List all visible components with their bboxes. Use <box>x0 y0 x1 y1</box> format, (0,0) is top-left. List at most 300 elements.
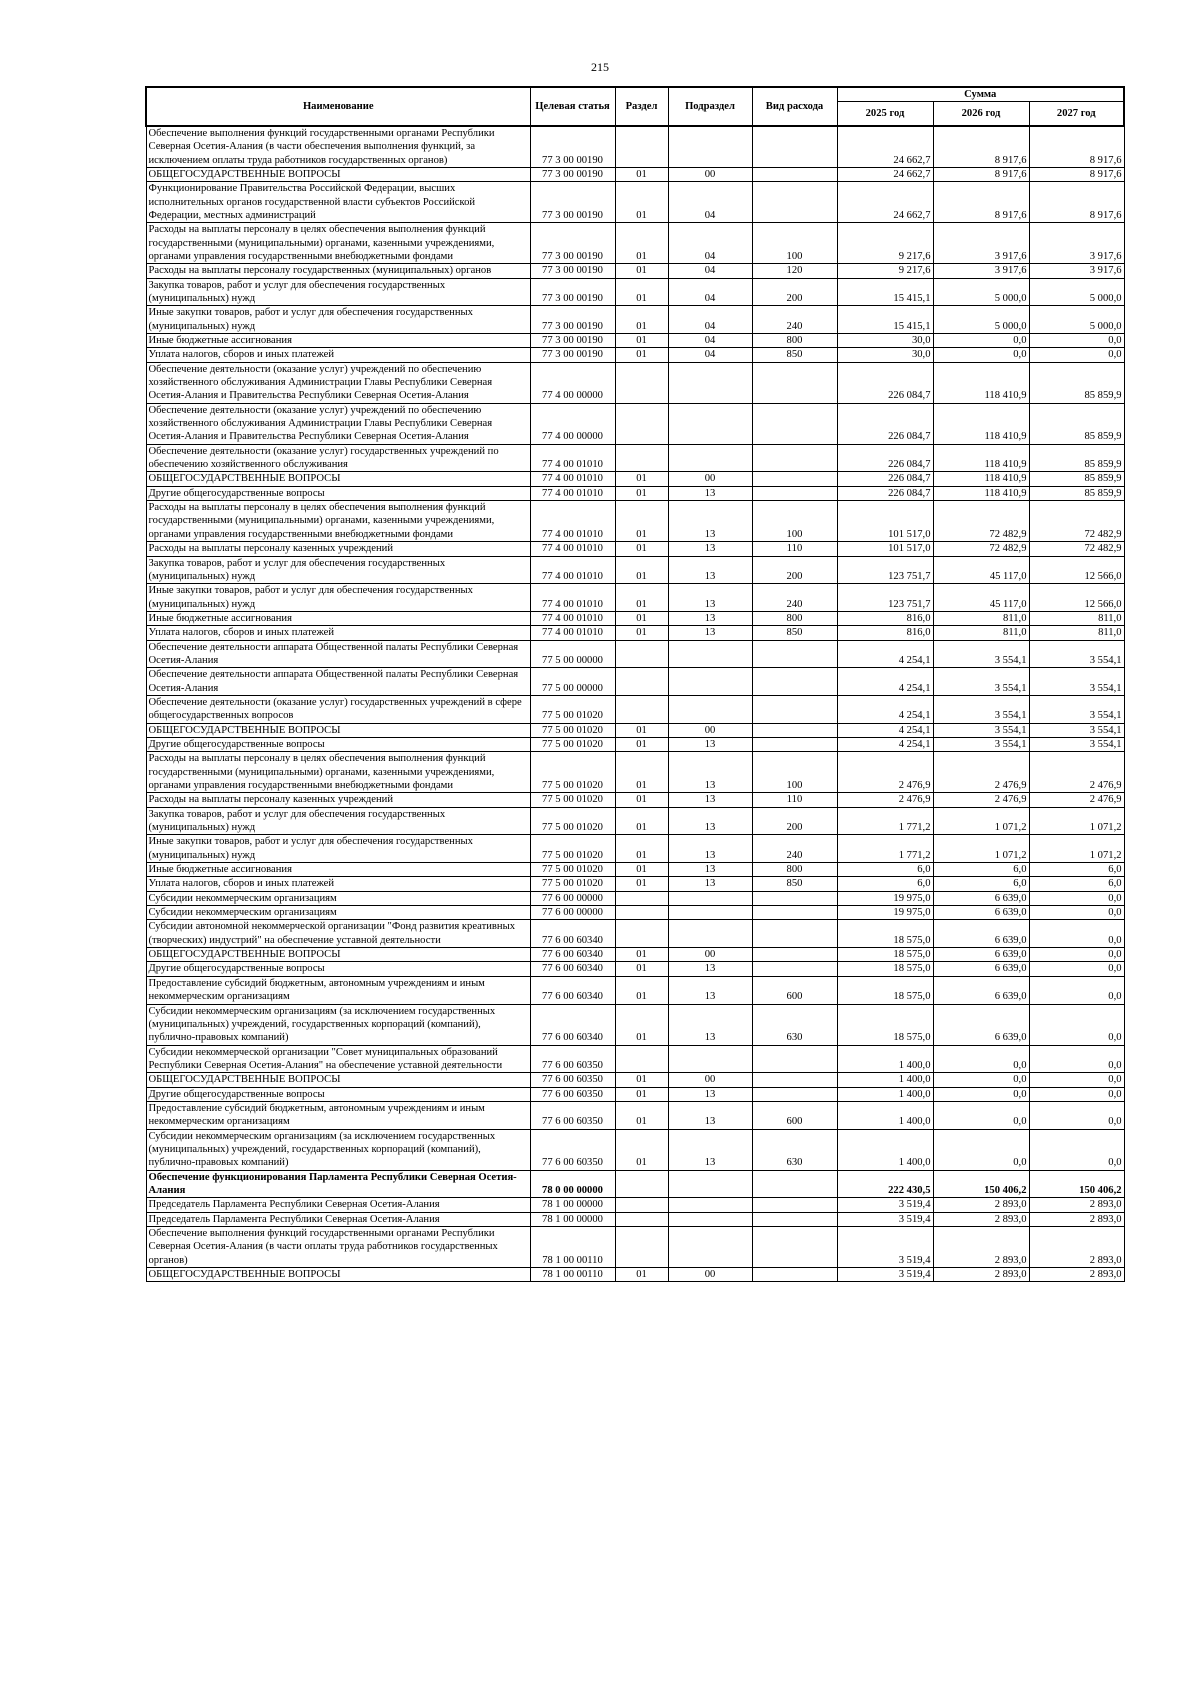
row-expense-type <box>752 891 837 905</box>
row-section: 01 <box>615 1129 668 1170</box>
row-section <box>615 668 668 696</box>
row-section <box>615 126 668 168</box>
row-section: 01 <box>615 182 668 223</box>
row-sum-2025: 30,0 <box>837 334 933 348</box>
row-sum-2026: 1 071,2 <box>933 835 1029 863</box>
row-sum-2027: 2 893,0 <box>1029 1198 1124 1212</box>
row-subsection: 13 <box>668 501 752 542</box>
row-expense-type <box>752 695 837 723</box>
row-sum-2027: 6,0 <box>1029 863 1124 877</box>
row-target-code: 77 4 00 01010 <box>530 486 615 500</box>
row-expense-type: 110 <box>752 793 837 807</box>
row-target-code: 77 5 00 01020 <box>530 752 615 793</box>
row-expense-type <box>752 1073 837 1087</box>
row-subsection: 13 <box>668 542 752 556</box>
table-row <box>146 948 1124 962</box>
row-subsection: 00 <box>668 472 752 486</box>
row-sum-2027: 0,0 <box>1029 1087 1124 1101</box>
row-name: Предоставление субсидий бюджетным, автономным учреждениям и иным некоммерческим организациям <box>146 976 530 1004</box>
row-subsection: 13 <box>668 486 752 500</box>
row-section: 01 <box>615 1004 668 1045</box>
row-sum-2026: 0,0 <box>933 334 1029 348</box>
row-name: Обеспечение деятельности аппарата Общественной палаты Республики Северная Осетия-Алания <box>146 668 530 696</box>
row-sum-2027: 72 482,9 <box>1029 501 1124 542</box>
row-section: 01 <box>615 793 668 807</box>
row-sum-2026: 811,0 <box>933 626 1029 640</box>
table-row <box>146 223 1124 264</box>
row-sum-2026: 5 000,0 <box>933 306 1029 334</box>
row-sum-2027: 8 917,6 <box>1029 126 1124 168</box>
row-target-code: 77 3 00 00190 <box>530 167 615 181</box>
row-sum-2026: 118 410,9 <box>933 486 1029 500</box>
row-sum-2026: 6,0 <box>933 877 1029 891</box>
row-expense-type: 100 <box>752 223 837 264</box>
row-sum-2026: 150 406,2 <box>933 1170 1029 1198</box>
row-expense-type: 800 <box>752 611 837 625</box>
row-sum-2027: 3 554,1 <box>1029 668 1124 696</box>
table-row <box>146 1101 1124 1129</box>
row-sum-2027: 12 566,0 <box>1029 556 1124 584</box>
row-sum-2026: 6 639,0 <box>933 920 1029 948</box>
table-row <box>146 737 1124 751</box>
row-sum-2026: 2 476,9 <box>933 793 1029 807</box>
row-target-code: 77 5 00 00000 <box>530 640 615 668</box>
row-sum-2026: 5 000,0 <box>933 278 1029 306</box>
row-name: Иные закупки товаров, работ и услуг для обеспечения государственных (муниципальных) нужд <box>146 835 530 863</box>
row-expense-type: 110 <box>752 542 837 556</box>
row-target-code: 77 6 00 60340 <box>530 976 615 1004</box>
row-name: Другие общегосударственные вопросы <box>146 737 530 751</box>
row-sum-2027: 811,0 <box>1029 626 1124 640</box>
row-sum-2026: 3 554,1 <box>933 640 1029 668</box>
row-section: 01 <box>615 472 668 486</box>
row-target-code: 77 3 00 00190 <box>530 264 615 278</box>
row-sum-2027: 8 917,6 <box>1029 182 1124 223</box>
row-target-code: 77 5 00 01020 <box>530 863 615 877</box>
row-expense-type: 200 <box>752 556 837 584</box>
row-expense-type: 240 <box>752 835 837 863</box>
row-expense-type <box>752 1087 837 1101</box>
row-sum-2026: 8 917,6 <box>933 182 1029 223</box>
row-expense-type: 800 <box>752 863 837 877</box>
row-sum-2026: 72 482,9 <box>933 501 1029 542</box>
row-subsection: 13 <box>668 976 752 1004</box>
row-target-code: 77 6 00 00000 <box>530 906 615 920</box>
row-sum-2025: 6,0 <box>837 863 933 877</box>
row-subsection <box>668 920 752 948</box>
row-target-code: 77 6 00 60350 <box>530 1073 615 1087</box>
table-row <box>146 752 1124 793</box>
row-name: Субсидии автономной некоммерческой организации "Фонд развития креативных (творческих) индустрий" на обеспечение уставной деятельности <box>146 920 530 948</box>
row-target-code: 77 4 00 01010 <box>530 542 615 556</box>
table-row <box>146 1227 1124 1268</box>
row-name: Обеспечение деятельности (оказание услуг) учреждений по обеспечению хозяйственного обслуживания Администрации Главы Республики Северная Осетия-Алания и Правительства Республики Северная Осетия-Алания <box>146 403 530 444</box>
row-section: 01 <box>615 306 668 334</box>
row-subsection: 13 <box>668 626 752 640</box>
row-sum-2027: 12 566,0 <box>1029 584 1124 612</box>
page-number: 215 <box>591 60 609 74</box>
row-subsection: 13 <box>668 1004 752 1045</box>
row-target-code: 77 3 00 00190 <box>530 182 615 223</box>
row-expense-type <box>752 640 837 668</box>
row-name: ОБЩЕГОСУДАРСТВЕННЫЕ ВОПРОСЫ <box>146 1268 530 1282</box>
row-section <box>615 1045 668 1073</box>
row-name: ОБЩЕГОСУДАРСТВЕННЫЕ ВОПРОСЫ <box>146 167 530 181</box>
row-sum-2025: 15 415,1 <box>837 278 933 306</box>
row-target-code: 77 6 00 60350 <box>530 1045 615 1073</box>
row-subsection <box>668 906 752 920</box>
row-subsection <box>668 695 752 723</box>
row-name: ОБЩЕГОСУДАРСТВЕННЫЕ ВОПРОСЫ <box>146 1073 530 1087</box>
row-sum-2027: 3 554,1 <box>1029 640 1124 668</box>
row-sum-2025: 24 662,7 <box>837 167 933 181</box>
table-row <box>146 182 1124 223</box>
row-subsection: 13 <box>668 962 752 976</box>
row-target-code: 77 4 00 01010 <box>530 626 615 640</box>
row-sum-2027: 72 482,9 <box>1029 542 1124 556</box>
table-row <box>146 1004 1124 1045</box>
table-row <box>146 626 1124 640</box>
row-sum-2027: 3 554,1 <box>1029 737 1124 751</box>
row-name: Расходы на выплаты персоналу в целях обеспечения выполнения функций государственными (муниципальными) органами, казенными учреждениями, органами управления государственными внебюджетными фондами <box>146 752 530 793</box>
table-row <box>146 807 1124 835</box>
row-target-code: 78 1 00 00110 <box>530 1268 615 1282</box>
row-subsection <box>668 1198 752 1212</box>
row-subsection: 00 <box>668 1268 752 1282</box>
table-row <box>146 1087 1124 1101</box>
row-subsection: 13 <box>668 807 752 835</box>
row-sum-2027: 0,0 <box>1029 334 1124 348</box>
header-2026: 2026 год <box>933 102 1029 126</box>
table-row <box>146 695 1124 723</box>
row-sum-2026: 0,0 <box>933 1101 1029 1129</box>
row-subsection: 00 <box>668 723 752 737</box>
row-sum-2025: 24 662,7 <box>837 182 933 223</box>
row-sum-2025: 101 517,0 <box>837 501 933 542</box>
row-sum-2027: 0,0 <box>1029 976 1124 1004</box>
row-sum-2027: 0,0 <box>1029 1129 1124 1170</box>
row-sum-2027: 85 859,9 <box>1029 362 1124 403</box>
row-sum-2026: 3 917,6 <box>933 223 1029 264</box>
row-sum-2027: 3 554,1 <box>1029 695 1124 723</box>
table-row <box>146 542 1124 556</box>
row-sum-2026: 6 639,0 <box>933 976 1029 1004</box>
row-sum-2025: 101 517,0 <box>837 542 933 556</box>
row-sum-2026: 45 117,0 <box>933 556 1029 584</box>
row-sum-2026: 8 917,6 <box>933 126 1029 168</box>
table-row <box>146 1198 1124 1212</box>
table-row <box>146 1170 1124 1198</box>
row-sum-2026: 45 117,0 <box>933 584 1029 612</box>
row-subsection <box>668 126 752 168</box>
row-sum-2027: 0,0 <box>1029 1101 1124 1129</box>
row-sum-2025: 4 254,1 <box>837 668 933 696</box>
row-sum-2026: 72 482,9 <box>933 542 1029 556</box>
table-row <box>146 793 1124 807</box>
row-sum-2025: 30,0 <box>837 348 933 362</box>
row-sum-2025: 226 084,7 <box>837 472 933 486</box>
row-sum-2025: 4 254,1 <box>837 695 933 723</box>
row-target-code: 77 3 00 00190 <box>530 306 615 334</box>
row-name: Предоставление субсидий бюджетным, автономным учреждениям и иным некоммерческим организациям <box>146 1101 530 1129</box>
row-sum-2025: 18 575,0 <box>837 1004 933 1045</box>
row-target-code: 77 4 00 00000 <box>530 362 615 403</box>
table-row <box>146 306 1124 334</box>
row-sum-2026: 1 071,2 <box>933 807 1029 835</box>
row-target-code: 77 6 00 60350 <box>530 1101 615 1129</box>
table-row <box>146 486 1124 500</box>
row-sum-2026: 2 476,9 <box>933 752 1029 793</box>
row-sum-2026: 6 639,0 <box>933 906 1029 920</box>
row-sum-2027: 1 071,2 <box>1029 807 1124 835</box>
row-expense-type <box>752 167 837 181</box>
row-sum-2026: 6 639,0 <box>933 962 1029 976</box>
row-sum-2027: 5 000,0 <box>1029 278 1124 306</box>
row-target-code: 77 5 00 01020 <box>530 737 615 751</box>
row-sum-2027: 3 917,6 <box>1029 223 1124 264</box>
row-target-code: 77 4 00 01010 <box>530 472 615 486</box>
table-header <box>146 87 1124 126</box>
row-target-code: 77 6 00 60350 <box>530 1129 615 1170</box>
row-target-code: 77 6 00 60340 <box>530 1004 615 1045</box>
header-sum: Сумма <box>837 87 1124 102</box>
row-sum-2025: 19 975,0 <box>837 906 933 920</box>
row-expense-type <box>752 1170 837 1198</box>
row-section <box>615 403 668 444</box>
row-target-code: 77 5 00 01020 <box>530 877 615 891</box>
row-sum-2025: 19 975,0 <box>837 891 933 905</box>
row-name: Субсидии некоммерческим организациям (за исключением государственных (муниципальных) учреждений, государственных корпораций (компаний), публично-правовых компаний) <box>146 1004 530 1045</box>
row-sum-2027: 0,0 <box>1029 1004 1124 1045</box>
row-sum-2026: 118 410,9 <box>933 362 1029 403</box>
row-sum-2027: 85 859,9 <box>1029 486 1124 500</box>
table-row <box>146 668 1124 696</box>
row-sum-2026: 2 893,0 <box>933 1212 1029 1226</box>
row-name: Расходы на выплаты персоналу в целях обеспечения выполнения функций государственными (муниципальными) органами, казенными учреждениями, органами управления государственными внебюджетными фондами <box>146 501 530 542</box>
row-name: Другие общегосударственные вопросы <box>146 486 530 500</box>
row-sum-2025: 226 084,7 <box>837 362 933 403</box>
row-expense-type: 850 <box>752 348 837 362</box>
row-name: Другие общегосударственные вопросы <box>146 1087 530 1101</box>
row-expense-type: 800 <box>752 334 837 348</box>
row-subsection: 13 <box>668 737 752 751</box>
row-subsection: 13 <box>668 863 752 877</box>
header-expense-type: Вид расхода <box>752 87 837 126</box>
row-sum-2025: 1 771,2 <box>837 835 933 863</box>
table-row <box>146 920 1124 948</box>
row-sum-2027: 2 893,0 <box>1029 1227 1124 1268</box>
row-sum-2027: 3 554,1 <box>1029 723 1124 737</box>
row-target-code: 77 5 00 01020 <box>530 835 615 863</box>
row-name: Расходы на выплаты персоналу казенных учреждений <box>146 542 530 556</box>
row-target-code: 77 3 00 00190 <box>530 348 615 362</box>
row-expense-type: 120 <box>752 264 837 278</box>
table-row <box>146 962 1124 976</box>
row-name: Закупка товаров, работ и услуг для обеспечения государственных (муниципальных) нужд <box>146 807 530 835</box>
row-sum-2026: 0,0 <box>933 1045 1029 1073</box>
row-subsection: 13 <box>668 752 752 793</box>
row-expense-type <box>752 920 837 948</box>
row-expense-type <box>752 948 837 962</box>
row-sum-2025: 123 751,7 <box>837 556 933 584</box>
table-row <box>146 584 1124 612</box>
row-target-code: 77 6 00 60340 <box>530 920 615 948</box>
row-sum-2026: 3 917,6 <box>933 264 1029 278</box>
row-sum-2027: 0,0 <box>1029 948 1124 962</box>
row-expense-type <box>752 1268 837 1282</box>
row-sum-2026: 6,0 <box>933 863 1029 877</box>
row-subsection: 04 <box>668 334 752 348</box>
row-sum-2025: 123 751,7 <box>837 584 933 612</box>
row-subsection: 00 <box>668 948 752 962</box>
row-name: Другие общегосударственные вопросы <box>146 962 530 976</box>
row-sum-2026: 3 554,1 <box>933 695 1029 723</box>
row-section <box>615 640 668 668</box>
row-sum-2025: 18 575,0 <box>837 976 933 1004</box>
row-subsection <box>668 362 752 403</box>
row-name: Расходы на выплаты персоналу казенных учреждений <box>146 793 530 807</box>
table-row <box>146 348 1124 362</box>
row-sum-2026: 3 554,1 <box>933 668 1029 696</box>
row-target-code: 77 6 00 00000 <box>530 891 615 905</box>
row-target-code: 77 6 00 60340 <box>530 962 615 976</box>
row-target-code: 77 4 00 01010 <box>530 501 615 542</box>
row-expense-type: 850 <box>752 877 837 891</box>
row-expense-type: 240 <box>752 584 837 612</box>
row-section <box>615 1198 668 1212</box>
row-name: ОБЩЕГОСУДАРСТВЕННЫЕ ВОПРОСЫ <box>146 723 530 737</box>
row-expense-type: 200 <box>752 807 837 835</box>
row-name: Субсидии некоммерческим организациям <box>146 891 530 905</box>
row-sum-2026: 118 410,9 <box>933 472 1029 486</box>
table-row <box>146 1268 1124 1282</box>
row-sum-2027: 2 893,0 <box>1029 1212 1124 1226</box>
row-target-code: 77 4 00 01010 <box>530 556 615 584</box>
table-row <box>146 264 1124 278</box>
table-row <box>146 906 1124 920</box>
row-expense-type: 240 <box>752 306 837 334</box>
row-section <box>615 1212 668 1226</box>
row-sum-2026: 6 639,0 <box>933 891 1029 905</box>
row-expense-type <box>752 182 837 223</box>
header-target: Целевая статья <box>530 87 615 126</box>
row-subsection: 13 <box>668 556 752 584</box>
row-sum-2027: 0,0 <box>1029 906 1124 920</box>
row-sum-2026: 118 410,9 <box>933 444 1029 472</box>
row-name: Председатель Парламента Республики Северная Осетия-Алания <box>146 1198 530 1212</box>
row-sum-2026: 0,0 <box>933 1073 1029 1087</box>
row-name: ОБЩЕГОСУДАРСТВЕННЫЕ ВОПРОСЫ <box>146 472 530 486</box>
row-sum-2025: 18 575,0 <box>837 920 933 948</box>
row-section: 01 <box>615 948 668 962</box>
row-sum-2025: 3 519,4 <box>837 1198 933 1212</box>
row-sum-2027: 2 476,9 <box>1029 793 1124 807</box>
row-expense-type <box>752 1212 837 1226</box>
row-sum-2027: 0,0 <box>1029 1045 1124 1073</box>
row-subsection <box>668 444 752 472</box>
row-sum-2025: 4 254,1 <box>837 737 933 751</box>
table-row <box>146 1045 1124 1073</box>
row-name: Закупка товаров, работ и услуг для обеспечения государственных (муниципальных) нужд <box>146 556 530 584</box>
row-section: 01 <box>615 1268 668 1282</box>
row-sum-2025: 6,0 <box>837 877 933 891</box>
row-sum-2027: 811,0 <box>1029 611 1124 625</box>
row-sum-2025: 9 217,6 <box>837 223 933 264</box>
table-row <box>146 611 1124 625</box>
table-row <box>146 167 1124 181</box>
row-target-code: 78 1 00 00110 <box>530 1227 615 1268</box>
row-section: 01 <box>615 626 668 640</box>
table-row <box>146 863 1124 877</box>
row-name: Расходы на выплаты персоналу в целях обеспечения выполнения функций государственными (муниципальными) органами, казенными учреждениями, органами управления государственными внебюджетными фондами <box>146 223 530 264</box>
row-expense-type: 850 <box>752 626 837 640</box>
row-sum-2027: 150 406,2 <box>1029 1170 1124 1198</box>
row-sum-2027: 85 859,9 <box>1029 444 1124 472</box>
row-subsection: 13 <box>668 1087 752 1101</box>
row-sum-2025: 816,0 <box>837 611 933 625</box>
row-sum-2025: 15 415,1 <box>837 306 933 334</box>
row-name: Уплата налогов, сборов и иных платежей <box>146 626 530 640</box>
row-section: 01 <box>615 1073 668 1087</box>
row-name: Уплата налогов, сборов и иных платежей <box>146 348 530 362</box>
row-section: 01 <box>615 556 668 584</box>
row-sum-2026: 2 893,0 <box>933 1268 1029 1282</box>
row-sum-2027: 0,0 <box>1029 348 1124 362</box>
row-target-code: 77 6 00 60350 <box>530 1087 615 1101</box>
table-row <box>146 640 1124 668</box>
row-sum-2025: 3 519,4 <box>837 1227 933 1268</box>
row-section: 01 <box>615 752 668 793</box>
row-sum-2025: 1 400,0 <box>837 1073 933 1087</box>
row-name: Обеспечение деятельности аппарата Общественной палаты Республики Северная Осетия-Алания <box>146 640 530 668</box>
row-sum-2025: 4 254,1 <box>837 723 933 737</box>
row-sum-2027: 2 893,0 <box>1029 1268 1124 1282</box>
row-sum-2026: 0,0 <box>933 1129 1029 1170</box>
row-name: Обеспечение деятельности (оказание услуг) государственных учреждений в сфере общегосударственных вопросов <box>146 695 530 723</box>
table-row <box>146 126 1124 168</box>
row-sum-2025: 18 575,0 <box>837 948 933 962</box>
row-expense-type: 600 <box>752 976 837 1004</box>
table-row <box>146 1212 1124 1226</box>
row-subsection: 04 <box>668 223 752 264</box>
row-section <box>615 891 668 905</box>
row-target-code: 77 3 00 00190 <box>530 278 615 306</box>
row-sum-2026: 8 917,6 <box>933 167 1029 181</box>
row-sum-2027: 0,0 <box>1029 920 1124 948</box>
row-expense-type <box>752 723 837 737</box>
row-sum-2025: 3 519,4 <box>837 1212 933 1226</box>
row-expense-type <box>752 362 837 403</box>
row-target-code: 77 5 00 01020 <box>530 695 615 723</box>
row-target-code: 78 1 00 00000 <box>530 1212 615 1226</box>
row-section: 01 <box>615 584 668 612</box>
table-row <box>146 877 1124 891</box>
row-section: 01 <box>615 737 668 751</box>
row-name: Иные бюджетные ассигнования <box>146 863 530 877</box>
row-expense-type <box>752 1198 837 1212</box>
row-subsection: 13 <box>668 793 752 807</box>
row-target-code: 77 3 00 00190 <box>530 126 615 168</box>
row-sum-2027: 0,0 <box>1029 962 1124 976</box>
row-expense-type <box>752 1045 837 1073</box>
row-expense-type <box>752 444 837 472</box>
row-name: Функционирование Правительства Российской Федерации, высших исполнительных органов государственной власти субъектов Российской Федерации, местных администраций <box>146 182 530 223</box>
row-sum-2025: 2 476,9 <box>837 752 933 793</box>
row-section: 01 <box>615 1087 668 1101</box>
row-sum-2025: 2 476,9 <box>837 793 933 807</box>
row-subsection: 00 <box>668 167 752 181</box>
row-sum-2025: 24 662,7 <box>837 126 933 168</box>
